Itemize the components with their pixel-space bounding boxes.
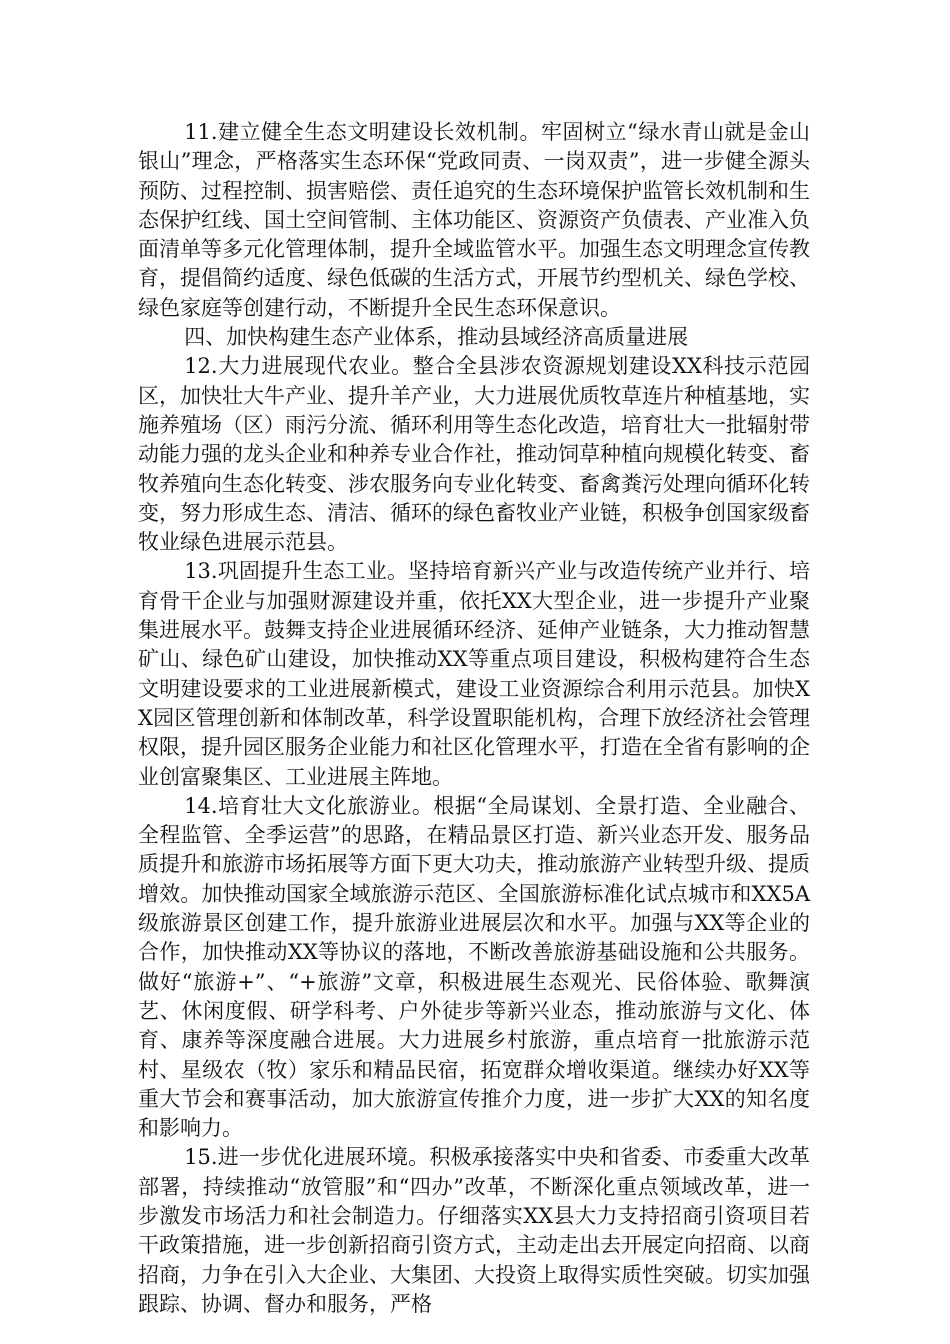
document-page (138, 118, 810, 1319)
section-heading-four: 四、加快构建生态产业体系，推动县域经济高质量进展 (184, 325, 689, 350)
paragraph-14-culture-tourism: 14.培育壮大文化旅游业。根据“全局谋划、全景打造、全业融合、全程监管、全季运营”的思路，在精品景区打造、新兴业态开发、服务品质提升和旅游市场拓展等方面下更大功夫，推动旅游产业转型升级、提质增效。加快推动国家全域旅游示范区、全国旅游标准化试点城市和XX5A级旅游景区创建工作，提升旅游业进展层次和水平。加强与XX等企业的合作，加快推动XX等协议的落地，不断改善旅游基础设施和公共服务。做好“旅游+”、“+旅游”文章，积极进展生态观光、民俗体验、歌舞演艺、休闲度假、研学科考、户外徒步等新兴业态，推动旅游与文化、体育、康养等深度融合进展。大力进展乡村旅游，重点培育一批旅游示范村、星级农（牧）家乐和精品民宿，拓宽群众增收渠道。继续办好XX等重大节会和赛事活动，加大旅游宣传推介力度，进一步扩大XX的知名度和影响力。 (138, 793, 810, 1141)
paragraph-12-modern-agriculture: 12.大力进展现代农业。整合全县涉农资源规划建设XX科技示范园区，加快壮大牛产业、提升羊产业，大力进展优质牧草连片种植基地，实施养殖场（区）雨污分流、循环利用等生态化改造，培育壮大一批辐射带动能力强的龙头企业和种养专业合作社，推动饲草种植向规模化转变、畜牧养殖向生态化转变、涉农服务向专业化转变、畜禽粪污处理向循环化转变，努力形成生态、清洁、循环的绿色畜牧业产业链，积极争创国家级畜牧业绿色进展示范县。 (138, 354, 810, 555)
paragraph-11-ecological-mechanism: 11.建立健全生态文明建设长效机制。牢固树立“绿水青山就是金山银山”理念，严格落实生态环保“党政同责、一岗双责”，进一步健全源头预防、过程控制、损害赔偿、责任追究的生态环境保护监管长效机制和生态保护红线、国土空间管制、主体功能区、资源资产负债表、产业准入负面清单等多元化管理体制，提升全域监管水平。加强生态文明理念宣传教育，提倡简约适度、绿色低碳的生活方式，开展节约型机关、绿色学校、绿色家庭等创建行动，不断提升全民生态环保意识。 (138, 120, 810, 320)
paragraph-15-development-environment: 15.进一步优化进展环境。积极承接落实中央和省委、市委重大改革部署，持续推动“放管服”和“四办”改革，不断深化重点领域改革，进一步激发市场活力和社会制造力。仔细落实XX县大力支持招商引资项目若干政策措施，进一步创新招商引资方式，主动走出去开展定向招商、以商招商，力争在引入大企业、大集团、大投资上取得实质性突破。切实加强跟踪、协调、督办和服务，严格 (138, 1145, 810, 1316)
paragraph-13-ecological-industry: 13.巩固提升生态工业。坚持培育新兴产业与改造传统产业并行、培育骨干企业与加强财源建设并重，依托XX大型企业，进一步提升产业聚集进展水平。鼓舞支持企业进展循环经济、延伸产业链条，大力推动智慧矿山、绿色矿山建设，加快推动XX等重点项目建设，积极构建符合生态文明建设要求的工业进展新模式，建设工业资源综合利用示范县。加快XX园区管理创新和体制改革，科学设置职能机构，合理下放经济社会管理权限，提升园区服务企业能力和社区化管理水平，打造在全省有影响的企业创富聚集区、工业进展主阵地。 (138, 559, 810, 789)
